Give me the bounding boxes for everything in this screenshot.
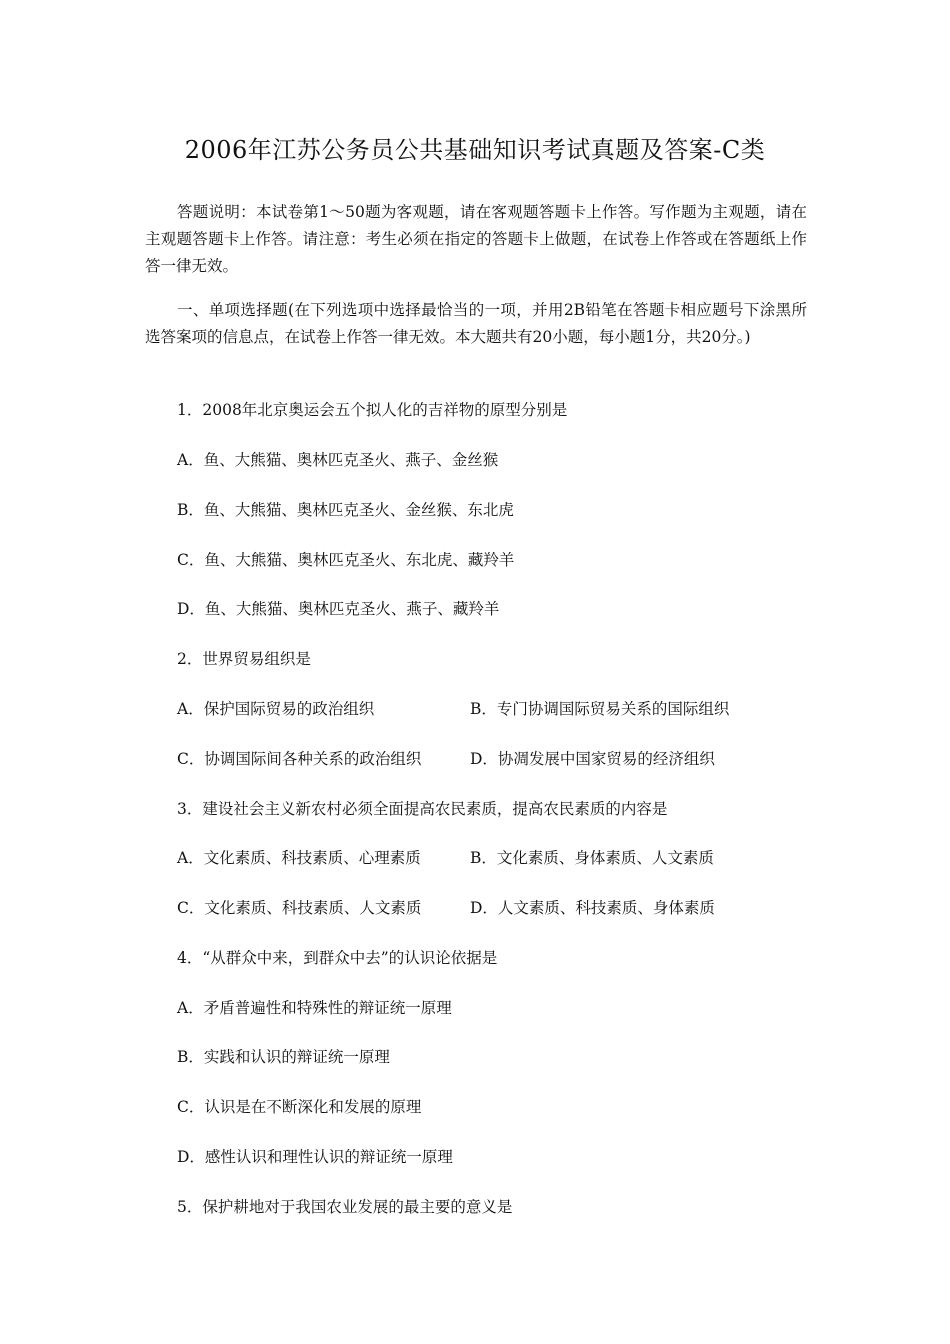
question-3-stem: 3．建设社会主义新农村必须全面提高农民素质，提高农民素质的内容是 <box>177 800 668 818</box>
question-1-option-c: C．鱼、大熊猫、奥林匹克圣火、东北虎、藏羚羊 <box>177 551 515 569</box>
question-4-stem: 4．“从群众中来，到群众中去”的认识论依据是 <box>177 949 498 967</box>
question-3-option-b: B．文化素质、身体素质、人文素质 <box>470 849 714 867</box>
question-1-option-a: A．鱼、大熊猫、奥林匹克圣火、燕子、金丝猴 <box>177 451 499 469</box>
instructions-paragraph: 答题说明：本试卷第1～50题为客观题，请在客观题答题卡上作答。写作题为主观题，请在主观题答题卡上作答。请注意：考生必须在指定的答题卡上做题，在试卷上作答或在答题纸上作答一律无效。 <box>145 203 807 275</box>
question-2-option-b: B．专门协调国际贸易关系的国际组织 <box>470 700 730 718</box>
question-2-option-c: C．协调国际间各种关系的政治组织 <box>177 750 422 768</box>
question-5-stem: 5．保护耕地对于我国农业发展的最主要的意义是 <box>177 1198 513 1216</box>
question-1-option-b: B．鱼、大熊猫、奥林匹克圣火、金丝猴、东北虎 <box>177 501 514 519</box>
question-2-stem: 2．世界贸易组织是 <box>177 650 311 668</box>
question-3-option-c: C．文化素质、科技素质、人文素质 <box>177 899 422 917</box>
document-title: 2006年江苏公务员公共基础知识考试真题及答案-C类 <box>184 136 766 164</box>
question-3-option-d: D．人文素质、科技素质、身体素质 <box>470 899 715 917</box>
question-1-stem: 1．2008年北京奥运会五个拟人化的吉祥物的原型分别是 <box>177 401 568 419</box>
question-1-option-d: D．鱼、大熊猫、奥林匹克圣火、燕子、藏羚羊 <box>177 600 500 618</box>
question-2-option-d: D．协凋发展中国家贸易的经济组织 <box>470 750 715 768</box>
question-2-option-a: A．保护国际贸易的政治组织 <box>177 700 375 718</box>
question-4-option-d: D．感性认识和理性认识的辩证统一原理 <box>177 1148 453 1166</box>
question-4-option-b: B．实践和认识的辩证统一原理 <box>177 1048 390 1066</box>
section-heading: 一、单项选择题(在下列选项中选择最恰当的一项，并用2B铅笔在答题卡相应题号下涂黑所选答案项的信息点，在试卷上作答一律无效。本大题共有20小题，每小题1分，共20分。) <box>145 301 807 346</box>
question-4-option-a: A．矛盾普遍性和特殊性的辩证统一原理 <box>177 999 452 1017</box>
question-4-option-c: C．认识是在不断深化和发展的原理 <box>177 1098 422 1116</box>
question-3-option-a: A．文化素质、科技素质、心理素质 <box>177 849 421 867</box>
